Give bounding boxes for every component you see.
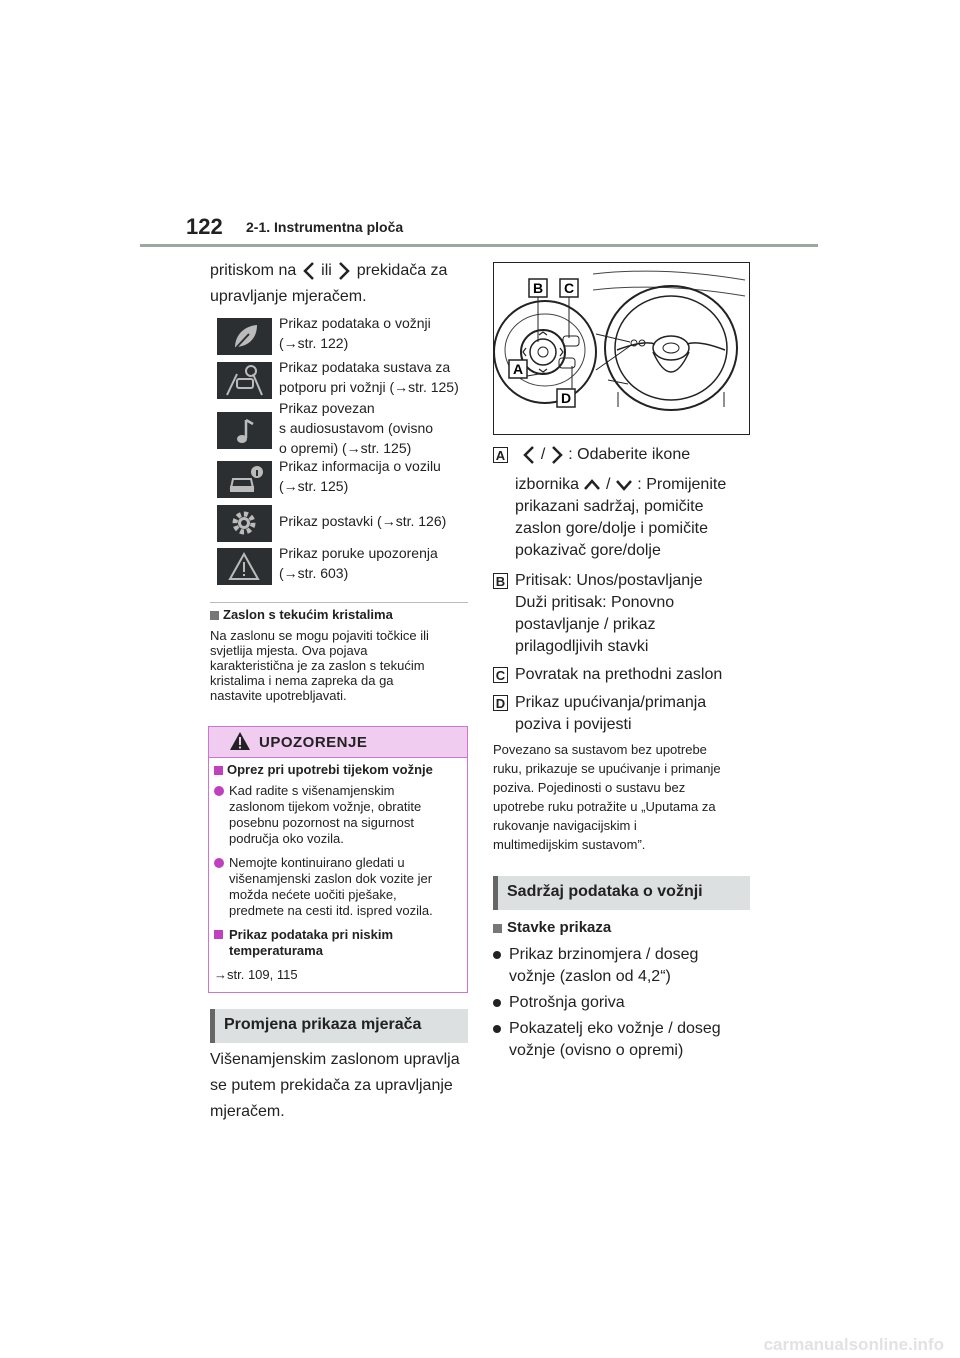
dot-bullet-icon	[214, 786, 224, 796]
chevron-down-icon	[615, 478, 633, 492]
text-line: Duži pritisak: Ponovno	[515, 594, 675, 611]
heading-sadrzaj	[493, 876, 750, 910]
lcd-title-text: Zaslon s tekućim kristalima	[223, 607, 393, 622]
text-line: Prikaz upućivanja/primanja	[515, 694, 707, 711]
text-line: mjeračem.	[210, 1103, 285, 1120]
text-line: karakteristična je za zaslon s tekućim	[210, 658, 425, 673]
steering-wheel-figure	[493, 262, 750, 435]
text-line: poziva i povijesti	[515, 716, 632, 733]
icon-text: Prikaz poruke upozorenja	[279, 545, 438, 561]
desc-d	[493, 692, 753, 736]
list-item	[493, 944, 755, 988]
text-line: Povezano sa sustavom bez upotrebe	[493, 742, 707, 757]
icon-text: (→str. 603)	[279, 565, 349, 581]
icon-text: Prikaz podataka sustava za	[279, 359, 451, 375]
warning-header	[209, 727, 467, 758]
label-c: C	[563, 280, 575, 296]
label-b-box: B	[493, 573, 508, 589]
music-note-icon	[217, 412, 272, 449]
text-line: upotrebe ruku potražite u „Uputama za	[493, 799, 716, 814]
chevron-right-icon	[336, 261, 352, 281]
text-line: kristalima i nema zapreka da ga	[210, 673, 394, 688]
text-line: rukovanje navigacijskim i	[493, 818, 637, 833]
icon-text: (→str. 125)	[279, 478, 349, 494]
warning-bullet-2	[214, 855, 464, 919]
text-line: postavljanje / prikaz	[515, 616, 656, 633]
heading-text: Sadržaj podataka o vožnji	[507, 883, 703, 900]
desc-b	[493, 570, 753, 658]
icon-row-vehicle-info	[217, 458, 517, 499]
label-a: A	[512, 361, 524, 377]
icon-row-warning	[217, 545, 517, 586]
lcd-title	[210, 607, 393, 622]
text-line: posebnu pozornost na sigurnost	[229, 815, 415, 830]
dot-bullet-icon	[493, 999, 501, 1007]
chevron-left-icon	[522, 445, 536, 465]
section-title: 2-1. Instrumentna ploča	[246, 219, 404, 235]
warning-bullet-1	[214, 783, 464, 847]
text-line: možda nećete uočiti pješake,	[229, 887, 397, 902]
label-c-box: C	[493, 667, 508, 683]
section-divider	[210, 602, 468, 603]
icon-text: o opremi) (→str. 125)	[279, 440, 412, 456]
intro-line2: upravljanje mjeračem.	[210, 288, 367, 305]
chevron-right-icon	[550, 445, 564, 465]
text-line: poziva. Pojedinosti o sustavu bez	[493, 780, 686, 795]
text-line: multimedijskim sustavom”.	[493, 837, 646, 852]
icon-text: Prikaz podataka o vožnji	[279, 315, 431, 331]
list-item	[493, 992, 755, 1014]
intro-before: pritiskom na	[210, 262, 297, 279]
slash: /	[605, 476, 611, 493]
text-line: Kad radite s višenamjenskim	[229, 783, 395, 798]
text-line: predmete na cesti itd. ispred vozila.	[229, 903, 433, 918]
chevron-up-icon	[583, 478, 601, 492]
desc-text: : Odaberite ikone	[568, 446, 691, 463]
square-bullet-icon	[493, 924, 502, 933]
heading-text: Promjena prikaza mjerača	[224, 1016, 422, 1033]
icon-row-settings	[217, 505, 517, 543]
icon-text: Prikaz informacija o vozilu	[279, 458, 441, 474]
chevron-left-icon	[301, 261, 317, 281]
icon-text: potporu pri vožnji (→str. 125)	[279, 379, 459, 395]
text-line: prikazani sadržaj, pomičite	[515, 498, 704, 515]
list-item	[493, 1018, 755, 1062]
warning-box	[208, 726, 468, 993]
text-line: Povratak na prethodni zaslon	[515, 666, 723, 683]
square-bullet-icon	[214, 766, 223, 775]
leaf-icon	[217, 318, 272, 355]
text-line: vožnje (ovisno o opremi)	[509, 1042, 684, 1059]
warning-reference: →str. 109, 115	[214, 967, 298, 982]
desc-text: izbornika	[515, 476, 580, 493]
icon-text: Prikaz povezan	[279, 400, 375, 416]
square-bullet-icon	[214, 930, 223, 939]
text-line: se putem prekidača za upravljanje	[210, 1077, 453, 1094]
text-line: Potrošnja goriva	[509, 994, 625, 1011]
text-line: Pritisak: Unos/postavljanje	[515, 572, 703, 589]
text-line: Pokazatelj eko vožnje / doseg	[509, 1020, 721, 1037]
promjena-text	[210, 1047, 480, 1125]
label-d-box: D	[493, 695, 508, 711]
text-line: Prikaz brzinomjera / doseg	[509, 946, 699, 963]
text-line: temperaturama	[229, 943, 323, 958]
text-line: nastavite upotrebljavati.	[210, 688, 347, 703]
text-line: pokazivač gore/dolje	[515, 542, 661, 559]
text-line: ruku, prikazuje se upućivanje i primanje	[493, 761, 721, 776]
warning-heading-2	[214, 927, 464, 959]
text-line: prilagodljivih stavki	[515, 638, 649, 655]
text-line: Prikaz podataka pri niskim	[229, 927, 394, 942]
text-line: Nemojte kontinuirano gledati u	[229, 855, 405, 870]
driving-assist-icon	[217, 362, 272, 399]
icon-text: s audiosustavom (ovisno	[279, 420, 434, 436]
label-b: B	[532, 280, 544, 296]
text-line: Na zaslonu se mogu pojaviti točkice ili	[210, 628, 429, 643]
page-number: 122	[186, 214, 223, 239]
intro-mid: ili	[321, 262, 332, 279]
text-line: Višenamjenskim zaslonom upravlja	[210, 1051, 460, 1068]
warning-heading-1	[214, 762, 464, 778]
lcd-text	[210, 628, 480, 703]
square-bullet-icon	[210, 611, 219, 620]
dot-bullet-icon	[493, 951, 501, 959]
warning-title: UPOZORENJE	[259, 734, 368, 751]
icon-row-audio	[217, 400, 517, 456]
slash: /	[540, 446, 546, 463]
gear-icon	[217, 505, 272, 542]
dot-bullet-icon	[214, 858, 224, 868]
label-d: D	[560, 390, 572, 406]
intro-paragraph	[210, 258, 480, 310]
warning-triangle-icon	[217, 548, 272, 585]
text-line: svjetlija mjesta. Ova pojava	[210, 643, 368, 658]
warning-triangle-icon	[229, 731, 251, 751]
text-line: zaslonom tijekom vožnje, obratite	[229, 799, 422, 814]
header-rule	[140, 244, 818, 247]
text-line: višenamjenski zaslon dok vozite jer	[229, 871, 433, 886]
warning-heading-text: Oprez pri upotrebi tijekom vožnje	[227, 762, 433, 777]
text-line: zaslon gore/dolje i pomičite	[515, 520, 708, 537]
label-a-box: A	[493, 447, 508, 463]
subheading-text: Stavke prikaza	[507, 919, 612, 936]
dot-bullet-icon	[493, 1025, 501, 1033]
icon-row-driving-data	[217, 315, 517, 356]
desc-c	[493, 664, 753, 686]
desc-a	[493, 444, 753, 562]
sadrzaj-list	[493, 944, 755, 1062]
icon-text: (→str. 122)	[279, 335, 349, 351]
icon-row-driving-assist	[217, 359, 517, 400]
watermark: carmanualsonline.info	[763, 1335, 944, 1354]
vehicle-info-icon	[217, 461, 272, 498]
intro-after: prekidača za	[356, 262, 448, 279]
desc-text: : Promijenite	[637, 476, 727, 493]
heading-promjena	[210, 1009, 468, 1043]
text-line: područja oko vozila.	[229, 831, 344, 846]
handsfree-note	[493, 740, 755, 854]
sadrzaj-sub	[493, 919, 611, 936]
icon-text: Prikaz postavki (→str. 126)	[279, 513, 447, 529]
text-line: vožnje (zaslon od 4,2“)	[509, 968, 671, 985]
